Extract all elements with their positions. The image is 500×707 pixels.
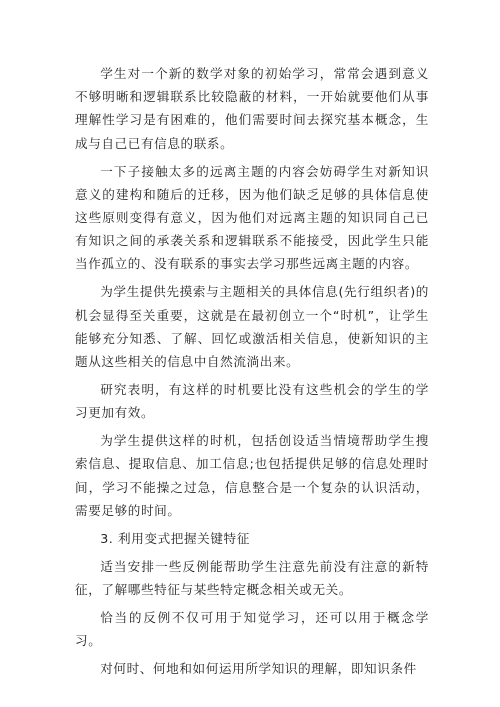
paragraph-counterexamples: 适当安排一些反例能帮助学生注意先前没有注意的新特征，了解哪些特征与某些特定概念相关或无关。 [75,558,429,598]
paragraph-counterexample-uses: 恰当的反例不仅可用于知觉学习，还可以用于概念学习。 [75,610,429,649]
paragraph-providing-time: 为学生提供这样的时机，包括创设适当情境帮助学生搜索信息、提取信息、加工信息;也包括提供足够的信息处理时间，学习不能操之过急，信息整合是一个复杂的认识活动，需要足够的时间。 [75,433,429,518]
paragraph-conditional-knowledge: 对何时、何地和如何运用所学知识的理解，即知识条件 [100,661,417,677]
document-body [75,62,429,685]
paragraph-research-finding: 研究表明，有这样的时机要比没有这些机会的学生的学习更加有效。 [75,382,429,421]
paragraph-initial-learning: 学生对一个新的数学对象的初始学习，常常会遇到意义不够明晰和逻辑联系比较隐蔽的材料，一开始就要他们从事理解性学习是有困难的，他们需要时间去探究基本概念，生成与自己已有信息的联系。 [75,66,429,151]
section-heading: 3. 利用变式把握关键特征 [100,530,250,546]
paragraph-advance-organizer: 为学生提供先摸索与主题相关的具体信息(先行组织者)的机会显得至关重要，这就是在最初创立一个“时机”，让学生能够充分知悉、了解、回忆或激活相关信息，使新知识的主题从这些相关的信息中自然流淌出来。 [75,284,429,370]
paragraph-distant-content: 一下子接触太多的远离主题的内容会妨碍学生对新知识意义的建构和随后的迁移，因为他们缺乏足够的具体信息使这些原则变得有意义，因为他们对远离主题的知识同自己已有知识之间的承袭关系和逻辑联系不能接受，因此学生只能当作孤立的、没有联系的事实去学习那些远离主题的内容。 [75,163,429,272]
